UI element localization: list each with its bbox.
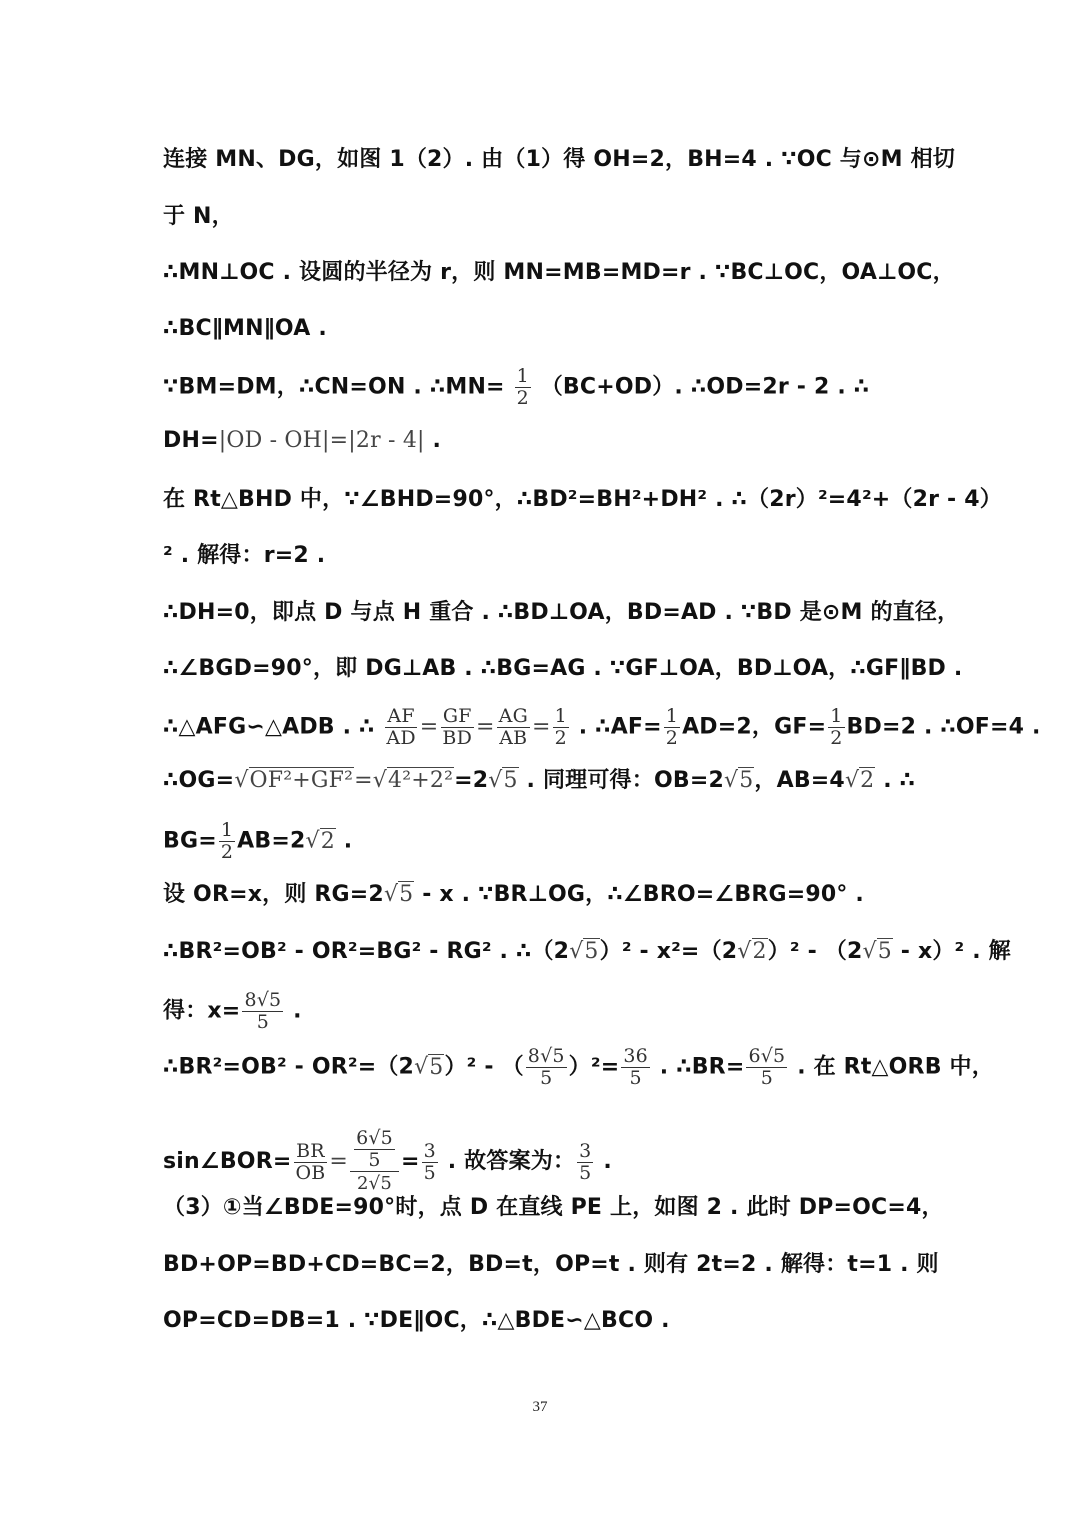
- text-segment: . ∴AF=: [578, 714, 662, 740]
- text-segment: AD=2，GF=: [682, 714, 827, 740]
- text-line-6: [163, 426, 943, 456]
- text-line-18: sin∠BOR= $\frac{BR}{OB}$ = $\frac{\frac{6√5}{5}}{2√5}$ = $\frac{3}{5}$ . 故答案为： $\frac{3}{5}$ .: [163, 1127, 612, 1194]
- sqrt-5: √5: [414, 1054, 444, 1080]
- sqrt-2: √2: [305, 828, 335, 854]
- text-line-11: ∴△AFG∽△ADB . ∴ $\frac{AF}{AD}$ = $\frac{GF}{BD}$ = $\frac{AG}{AB}$ = $\frac{1}{2}$ . ∴AF= $\frac{1}{2}$ AD=2，GF= $\frac{1}{2}$ BD=2 . ∴OF=4 .: [163, 705, 1041, 749]
- fraction-ag-ab: $\frac{AG}{AB}$: [498, 705, 528, 749]
- compound-fraction: $\frac{\frac{6√5}{5}}{2√5}$: [350, 1128, 399, 1196]
- text-segment: ）² - x²=（2: [599, 939, 738, 964]
- text-line-19: （3）①当∠BDE=90°时，点 D 在直线 PE 上，如图 2 . 此时 DP=OC=4，: [163, 1195, 944, 1220]
- text-line-4: ∴BC∥MN∥OA .: [163, 316, 327, 341]
- text-segment: （BC+OD）. ∴OD=2r - 2 . ∴: [540, 374, 870, 400]
- text-line-12: ∴OG=√OF²+GF²=√4²+2²=2√5 . 同理可得：OB=2√5，AB=4√2 . ∴: [163, 768, 916, 793]
- text-line-16: [163, 990, 943, 1033]
- text-segment: sin∠BOR=: [163, 1149, 292, 1174]
- text-line-20: BD+OP=BD+CD=BC=2，BD=t，OP=t . 则有 2t=2 . 解得：t=1 . 则: [163, 1252, 939, 1277]
- fraction-8root5-over-5: $\frac{8√5}{5}$: [244, 989, 282, 1033]
- text-line-17: [163, 1045, 994, 1089]
- text-segment: =: [400, 1149, 420, 1174]
- fraction-8root5-over-5: $\frac{8√5}{5}$: [527, 1045, 565, 1089]
- text-segment: ∴OG=: [163, 768, 235, 793]
- sqrt-2: √2: [737, 939, 767, 964]
- fraction-one-half: $\frac{1}{2}$: [830, 705, 843, 749]
- text-segment: - x）² . 解: [892, 939, 1011, 964]
- sqrt-5: √5: [383, 882, 414, 907]
- sqrt-5: √5: [569, 939, 599, 964]
- text-segment: 设 OR=x，则 RG=2: [163, 882, 384, 907]
- fraction-6root5-over-5: $\frac{6√5}{5}$: [748, 1045, 786, 1089]
- text-segment: . 同理可得：OB=2: [518, 768, 724, 793]
- text-segment: .: [285, 998, 302, 1024]
- text-segment: ）² - （2: [767, 939, 863, 964]
- page-number: 37: [532, 1399, 548, 1415]
- text-segment: BG=: [163, 828, 217, 854]
- fraction-gf-bd: $\frac{GF}{BD}$: [442, 705, 473, 749]
- sqrt-of-numbers: √4²+2²: [372, 768, 454, 793]
- fraction-3-over-5: $\frac{3}{5}$: [579, 1139, 592, 1184]
- fraction-one-half: $\frac{1}{2}$: [220, 819, 234, 863]
- sqrt-5: √5: [723, 768, 754, 793]
- text-line-10: ∴∠BGD=90°，即 DG⊥AB . ∴BG=AG . ∵GF⊥OA，BD⊥OA，∴GF∥BD .: [163, 656, 963, 681]
- text-segment: . ∴: [875, 768, 916, 793]
- fraction-36-over-5: $\frac{36}{5}$: [623, 1045, 648, 1089]
- fraction-af-ad: $\frac{AF}{AD}$: [386, 705, 416, 749]
- text-segment: ）²=: [568, 1054, 620, 1080]
- text-segment: ）² - （: [444, 1054, 524, 1080]
- text-segment: - x . ∵BR⊥OG，∴∠BRO=∠BRG=90° .: [414, 882, 864, 907]
- text-segment: AB=2: [237, 828, 306, 854]
- sqrt-of-squares: √OF²+GF²: [234, 768, 354, 793]
- text-segment: =2: [454, 768, 489, 793]
- absolute-value-expression: |OD - OH|=|2r - 4|: [218, 428, 425, 453]
- text-segment: ∵BM=DM，∴CN=ON . ∴MN=: [163, 374, 505, 400]
- text-line-2: 于 N，: [163, 204, 234, 229]
- text-line-5: [163, 366, 943, 409]
- text-segment: DH=: [163, 428, 219, 453]
- fraction-3-over-5: $\frac{3}{5}$: [423, 1139, 436, 1184]
- text-segment: . 故答案为：: [439, 1149, 576, 1174]
- text-segment: ，AB=4: [754, 768, 845, 793]
- fraction-one-half: $\frac{1}{2}$: [665, 705, 679, 749]
- text-segment: . 在 Rt△ORB 中，: [789, 1054, 994, 1080]
- text-segment: BD=2 . ∴OF=4 .: [846, 714, 1041, 740]
- text-line-1: 连接 MN、DG，如图 1（2）. 由（1）得 OH=2，BH=4 . ∵OC 与⊙M 相切: [163, 147, 955, 172]
- sqrt-5: √5: [862, 939, 892, 964]
- sqrt-2: √2: [844, 768, 875, 793]
- fraction-one-half: $\frac{1}{2}$: [516, 365, 529, 409]
- text-line-14: [163, 880, 943, 910]
- text-segment: .: [335, 828, 353, 854]
- text-line-21: OP=CD=DB=1 . ∵DE∥OC，∴△BDE∽△BCO .: [163, 1308, 670, 1333]
- text-segment: .: [424, 428, 442, 453]
- text-line-8: ² . 解得：r=2 .: [163, 543, 326, 568]
- text-segment: ∴BR²=OB² - OR²=BG² - RG² . ∴（2: [163, 939, 570, 964]
- fraction-br-ob: $\frac{BR}{OB}$: [295, 1139, 326, 1184]
- text-segment: ∴BR²=OB² - OR²=（2: [163, 1054, 415, 1080]
- text-line-15: [163, 937, 1011, 967]
- text-segment: .: [595, 1149, 612, 1174]
- text-segment: ∴△AFG∽△ADB . ∴: [163, 714, 375, 740]
- fraction-6root5-over-5: $\frac{6√5}{5}$: [356, 1127, 393, 1171]
- text-line-7: 在 Rt△BHD 中，∵∠BHD=90°，∴BD²=BH²+DH² . ∴（2r）²=4²+（2r - 4）: [163, 487, 1002, 512]
- text-line-9: ∴DH=0，即点 D 与点 H 重合 . ∴BD⊥OA，BD=AD . ∵BD 是⊙M 的直径，: [163, 600, 960, 625]
- text-segment: 得：x=: [163, 998, 241, 1024]
- text-segment: . ∴BR=: [651, 1054, 745, 1080]
- sqrt-5: √5: [488, 768, 518, 793]
- fraction-one-half: $\frac{1}{2}$: [554, 705, 567, 749]
- text-line-3: ∴MN⊥OC . 设圆的半径为 r，则 MN=MB=MD=r . ∵BC⊥OC，OA⊥OC，: [163, 260, 955, 285]
- text-line-13: [163, 820, 943, 863]
